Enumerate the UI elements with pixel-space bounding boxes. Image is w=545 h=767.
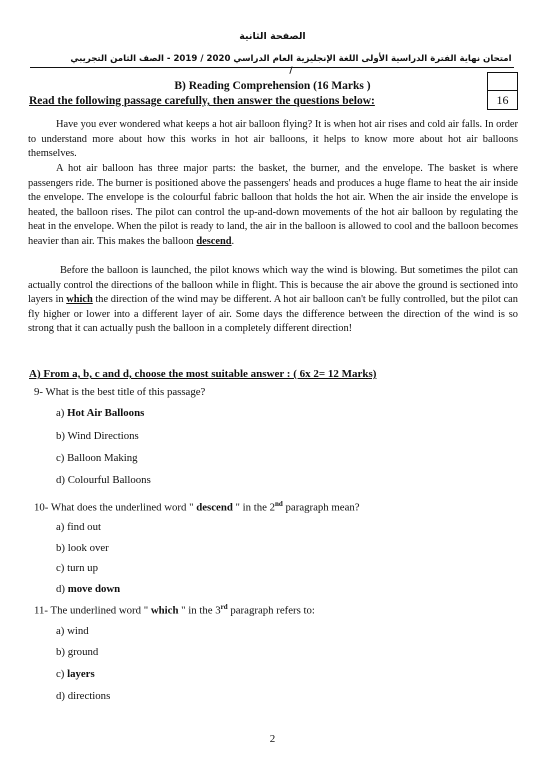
paragraph-text: . — [231, 235, 235, 247]
question-10 — [34, 500, 360, 514]
question-text: " in the 2 — [232, 501, 276, 514]
passage-paragraph-3 — [28, 264, 518, 337]
option-letter: a) — [56, 407, 68, 419]
paragraph-text: Before the balloon is launched, the pilot knows which way the wind is blowing. But sometimes the pilot can actually control the directions of the balloon while in flight. This is because the air above the ground is sectioned into layers in — [28, 265, 518, 306]
option-letter: d) — [56, 583, 68, 595]
instructions: Read the following passage carefully, then answer the questions below: — [29, 95, 375, 107]
header-divider — [30, 67, 514, 68]
question-keyword: which — [150, 604, 179, 617]
option-text: Hot Air Balloons — [67, 407, 145, 419]
option-10b[interactable]: b) look over — [56, 542, 109, 554]
question-9: 9- What is the best title of this passage? — [34, 386, 206, 398]
paragraph-text: the direction of the wind may be different. A hot air balloon can't be fully controlled, but the pilot can fly higher or lower into a different layer of air. Some days the difference between the direction of the wind is so strong that it can actually push the balloon in a completely different direction! — [28, 294, 518, 335]
option-9b[interactable]: b) Wind Directions — [56, 430, 139, 442]
option-11a[interactable]: a) wind — [56, 625, 89, 637]
underlined-word-descend: descend — [196, 235, 232, 247]
question-text: paragraph refers to: — [227, 604, 315, 617]
option-9d[interactable]: d) Colourful Balloons — [56, 474, 151, 486]
paragraph-text: A hot air balloon has three major parts: the basket, the burner, and the envelope. The basket is where passengers ride. The burner is positioned above the passengers' heads and produces a huge flame to heat the air inside the envelope. The envelope is the colourful fabric balloon that holds the hot air. When the air inside the envelope is heated, the balloon rises. The pilot can control the up-and-down movements of the hot air balloon by regulating the heat in the envelope. When the pilot is ready to land, the air in the balloon is allowed to cool and the balloon becomes heavier than air. This makes the balloon — [28, 163, 518, 247]
question-11 — [34, 603, 315, 617]
page-number: 2 — [269, 733, 276, 745]
section-title: B) Reading Comprehension (16 Marks ) — [174, 80, 371, 92]
option-11d[interactable]: d) directions — [56, 690, 111, 702]
underlined-word-which: which — [66, 294, 93, 306]
option-9c[interactable]: c) Balloon Making — [56, 452, 138, 464]
option-text: layers — [67, 668, 95, 680]
option-11c[interactable] — [56, 668, 95, 680]
ordinal-suffix: rd — [220, 603, 228, 611]
page-title: الصفحة الثانية — [239, 31, 306, 42]
question-text: " in the 3 — [178, 604, 221, 617]
passage-paragraph-2 — [28, 162, 518, 250]
exam-header: امتحان نهاية الفترة الدراسية الأولى اللغة الإنجليزية العام الدراسي 2020 / 2019 - الصف الثامن التجريبي / — [70, 54, 512, 76]
question-text: 10- What does the underlined word " — [34, 501, 197, 514]
option-11b[interactable]: b) ground — [56, 646, 99, 658]
option-10a[interactable]: a) find out — [56, 521, 101, 533]
passage-paragraph-1: Have you ever wondered what keeps a hot air balloon flying? It is when hot air rises and cold air falls. In order to understand more about how this works in hot air balloons, it helps to know more about hot air balloons themselves. — [28, 119, 518, 160]
option-10c[interactable]: c) turn up — [56, 562, 98, 574]
option-10d[interactable] — [56, 583, 120, 595]
option-9a[interactable] — [56, 407, 144, 419]
option-letter: c) — [56, 668, 68, 680]
marks-value: 16 — [496, 93, 509, 107]
option-text: move down — [67, 583, 121, 595]
question-keyword: descend — [196, 501, 233, 514]
part-a-title: A) From a, b, c and d, choose the most suitable answer : ( 6x 2= 12 Marks) — [29, 368, 377, 380]
ordinal-suffix: nd — [275, 500, 283, 508]
question-text: paragraph mean? — [282, 501, 360, 514]
question-text: 11- The underlined word " — [34, 604, 151, 617]
